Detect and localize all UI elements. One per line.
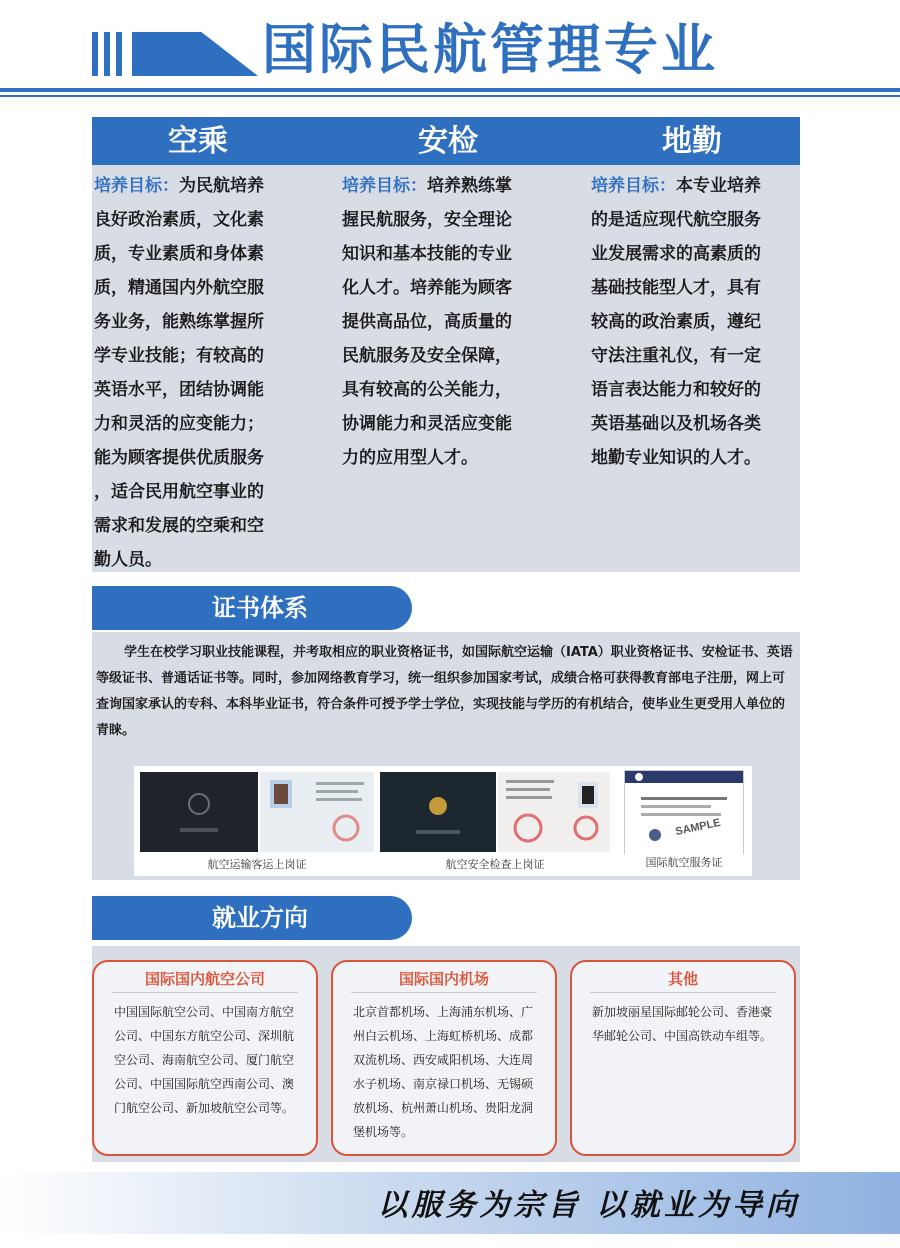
majors-panel: [92, 117, 800, 572]
certificates-description: 学生在校学习职业技能课程，并考取相应的职业资格证书，如国际航空运输（IATA）职业资格证书、安检证书、英语等级证书、普通话证书等。同时，参加网络教育学习，统一组织参加国家考试，成绩合格可获得教育部电子注册，网上可查询国家承认的专科、本科毕业证书，符合条件可授予学士学位，实现技能与学历的有机结合，使毕业生更受用人单位的青睐。: [96, 645, 793, 738]
text-line: 握民航服务，安全理论: [342, 210, 512, 230]
certificate-caption: 航空安全检查上岗证: [445, 858, 545, 871]
text-line: 良好政治素质，文化素: [94, 210, 264, 230]
text-line: 协调能力和灵活应变能: [342, 414, 512, 434]
text-line: 知识和基本技能的专业: [342, 244, 512, 264]
page-title: 国际民航管理专业: [262, 18, 718, 81]
text-line: 力的应用型人才。: [342, 448, 478, 468]
text-line: 守法注重礼仪，有一定: [591, 346, 761, 366]
employment-box-other: [570, 960, 796, 1156]
major-description-cabin-crew: [94, 169, 314, 577]
text-line: 勤人员。: [94, 550, 162, 570]
employment-box-airports: [331, 960, 557, 1156]
employment-box-title: 其他: [667, 970, 698, 988]
major-title-cabin-crew: 空乘: [168, 124, 228, 159]
goal-label: 培养目标：: [94, 176, 179, 196]
header-divider: [0, 88, 900, 92]
text-line: 力和灵活的应变能力；: [94, 414, 264, 434]
text-line: 质，精通国内外航空服: [94, 278, 264, 298]
sample-stamp-text: SAMPLE: [674, 816, 722, 839]
text-line: 具有较高的公关能力，: [342, 380, 512, 400]
header-decoration-bars: [92, 32, 122, 76]
certificate-caption: 国际航空服务证: [624, 854, 744, 870]
text-line: 地勤专业知识的人才。: [591, 448, 761, 468]
certificate-caption: 航空运输客运上岗证: [207, 858, 307, 871]
text-line: 为民航培养: [179, 176, 264, 196]
goal-label: 培养目标：: [591, 176, 676, 196]
text-line: 的是适应现代航空服务: [591, 210, 761, 230]
employment-box-text: 北京首都机场、上海浦东机场、广州白云机场、上海虹桥机场、成都双流机场、西安咸阳机场、大连周水子机场、南京禄口机场、无锡硕放机场、杭州萧山机场、贵阳龙洞堡机场等。: [353, 1005, 534, 1139]
section-tab-employment: 就业方向: [92, 896, 412, 940]
divider: [351, 992, 537, 993]
text-line: 语言表达能力和较好的: [591, 380, 761, 400]
employment-box-airlines: [92, 960, 318, 1156]
text-line: 英语水平，团结协调能: [94, 380, 264, 400]
certificate-image-strip: [134, 766, 752, 876]
major-title-security: 安检: [418, 124, 478, 159]
certificate-booklet-image: [380, 772, 496, 852]
text-line: 能为顾客提供优质服务: [94, 448, 264, 468]
page-footer: [0, 1172, 900, 1234]
text-line: 民航服务及安全保障，: [342, 346, 512, 366]
employment-box-title: 国际国内机场: [398, 970, 489, 988]
text-line: 务业务，能熟练掌握所: [94, 312, 264, 332]
text-line: 提供高品位，高质量的: [342, 312, 512, 332]
goal-label: 培养目标：: [342, 176, 427, 196]
text-line: 质，专业素质和身体素: [94, 244, 264, 264]
certificates-panel: [92, 632, 800, 880]
header-divider-thin: [0, 95, 900, 97]
text-line: 较高的政治素质，遵纪: [591, 312, 761, 332]
text-line: 英语基础以及机场各类: [591, 414, 761, 434]
page-header: [0, 0, 900, 110]
section-tab-certificates: 证书体系: [92, 586, 412, 630]
certificate-open-page-image: [498, 772, 610, 852]
certificate-open-page-image: [260, 772, 374, 852]
employment-box-title: 国际国内航空公司: [144, 970, 265, 988]
employment-panel: [92, 946, 800, 1162]
text-line: 基础技能型人才，具有: [591, 278, 761, 298]
text-line: 培养熟练掌: [427, 176, 512, 196]
employment-box-text: 中国国际航空公司、中国南方航空公司、中国东方航空公司、深圳航空公司、海南航空公司、厦门航空公司、中国国际航空西南公司、澳门航空公司、新加坡航空公司等。: [114, 1005, 295, 1115]
divider: [590, 992, 776, 993]
major-description-ground-staff: [591, 169, 799, 475]
employment-box-text: 新加坡丽星国际邮轮公司、香港豪华邮轮公司、中国高铁动车组等。: [592, 1005, 773, 1043]
text-line: 需求和发展的空乘和空: [94, 516, 264, 536]
text-line: 业发展需求的高素质的: [591, 244, 761, 264]
certificate-booklet-image: [140, 772, 258, 852]
emblem-icon: [140, 772, 258, 852]
emblem-icon: [380, 772, 496, 852]
text-line: ，适合民用航空事业的: [94, 482, 264, 502]
header-decoration-wedge: [132, 32, 258, 76]
major-description-security: [342, 169, 562, 475]
text-line: 本专业培养: [676, 176, 761, 196]
text-line: 化人才。培养能为顾客: [342, 278, 512, 298]
footer-slogan: 以服务为宗旨 以就业为导向: [377, 1188, 800, 1223]
divider: [112, 992, 298, 993]
major-title-ground-staff: 地勤: [662, 124, 722, 159]
text-line: 学专业技能；有较高的: [94, 346, 264, 366]
